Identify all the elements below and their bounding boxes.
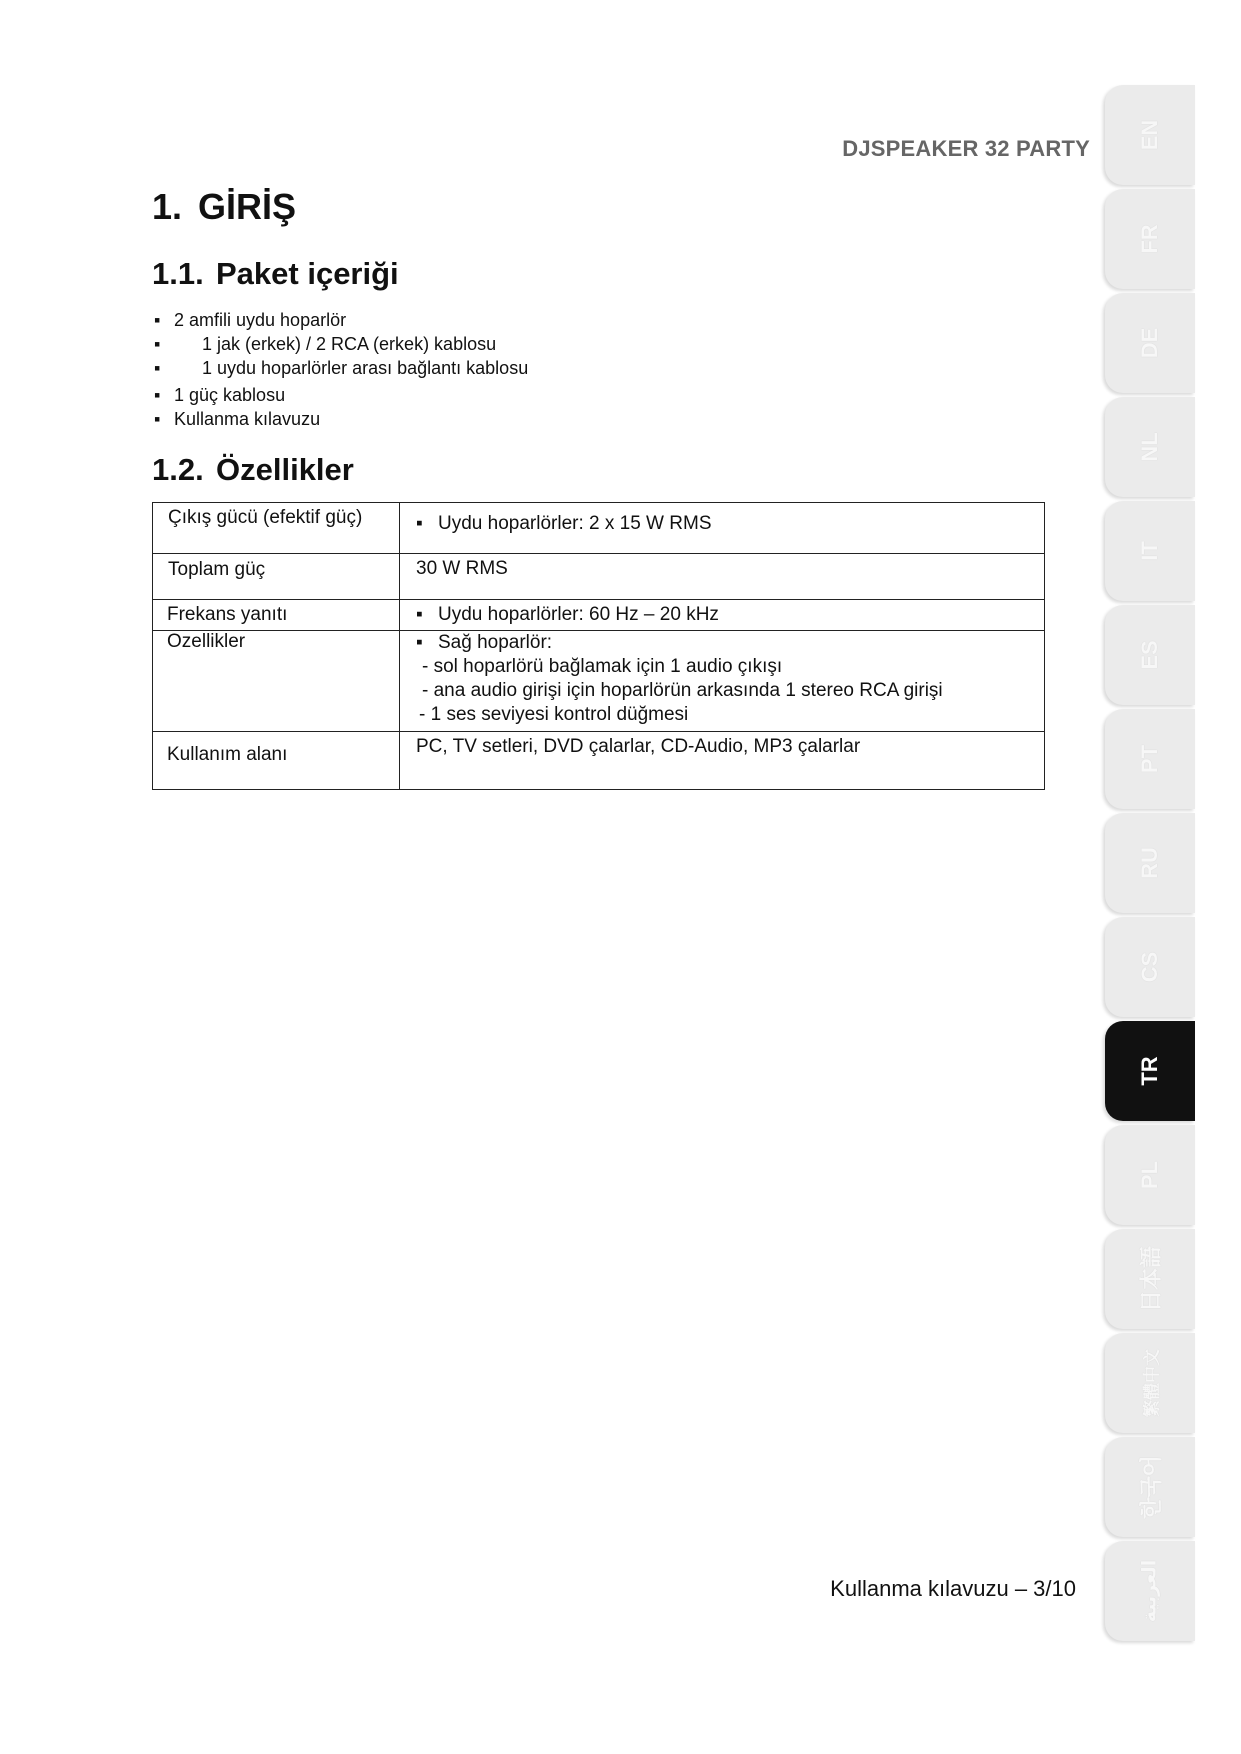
section-number: 1.2.	[152, 452, 204, 487]
table-row	[153, 631, 1045, 732]
spec-label: Kullanım alanı	[153, 732, 400, 790]
bullet-icon: ▪	[154, 385, 161, 405]
spec-value: ▪ Uydu hoparlörler: 60 Hz – 20 kHz	[400, 600, 1045, 631]
product-title: DJSPEAKER 32 PARTY	[842, 136, 1090, 161]
spec-value: PC, TV setleri, DVD çalarlar, CD-Audio, MP3 çalarlar	[400, 732, 1045, 790]
spec-label: Toplam güç	[153, 554, 400, 600]
tab-nl[interactable]: NL	[1105, 397, 1195, 497]
spec-label: Frekans yanıtı	[153, 600, 400, 631]
tab-pt[interactable]: PT	[1105, 709, 1195, 809]
list-item: ▪ 2 amfili uydu hoparlör	[154, 310, 347, 330]
section-title: Paket içeriği	[216, 256, 399, 291]
heading-introduction	[152, 186, 296, 228]
spec-value: ▪ Uydu hoparlörler: 2 x 15 W RMS	[400, 503, 1045, 554]
bullet-icon: ▪	[416, 632, 423, 653]
tab-de[interactable]: DE	[1105, 293, 1195, 393]
tab-pl[interactable]: PL	[1105, 1125, 1195, 1225]
tab-ko[interactable]: 한국어	[1105, 1437, 1195, 1537]
tab-es[interactable]: ES	[1105, 605, 1195, 705]
table-row	[153, 600, 1045, 631]
heading-package-contents	[152, 256, 399, 292]
list-item: ▪ 1 jak (erkek) / 2 RCA (erkek) kablosu	[154, 334, 497, 354]
tab-ja[interactable]: 日本語	[1105, 1229, 1195, 1329]
spec-sub-item: - sol hoparlörü bağlamak için 1 audio çıkışı	[422, 656, 783, 677]
spec-sub-item: - 1 ses seviyesi kontrol düğmesi	[419, 704, 689, 725]
tab-ru[interactable]: RU	[1105, 813, 1195, 913]
tab-it[interactable]: IT	[1105, 501, 1195, 601]
section-title: Özellikler	[216, 452, 354, 487]
spec-value: 30 W RMS	[400, 554, 1045, 600]
spec-label: Çıkış gücü (efektif güç)	[153, 503, 400, 554]
bullet-icon: ▪	[154, 334, 161, 354]
tab-en[interactable]: EN	[1105, 85, 1195, 185]
bullet-icon: ▪	[154, 409, 161, 429]
bullet-icon: ▪	[154, 358, 161, 378]
list-item: ▪ 1 güç kablosu	[154, 385, 286, 405]
spec-sub-item: - ana audio girişi için hoparlörün arkasında 1 stereo RCA girişi	[422, 680, 943, 701]
specifications-table	[152, 502, 1045, 790]
section-number: 1.1.	[152, 256, 204, 291]
bullet-icon: ▪	[416, 513, 423, 534]
tab-ar[interactable]: العربية	[1105, 1541, 1195, 1641]
table-row	[153, 554, 1045, 600]
bullet-icon: ▪	[416, 604, 423, 625]
package-contents-list	[154, 308, 528, 431]
tab-tr[interactable]: TR	[1105, 1021, 1195, 1121]
heading-title: GİRİŞ	[198, 186, 297, 227]
heading-number: 1.	[152, 186, 183, 227]
page-footer: Kullanma kılavuzu – 3/10	[830, 1576, 1076, 1601]
tab-cs[interactable]: CS	[1105, 917, 1195, 1017]
table-row	[153, 503, 1045, 554]
list-item: ▪ Kullanma kılavuzu	[154, 409, 321, 429]
heading-features	[152, 452, 354, 488]
spec-label: Ozellikler	[153, 631, 400, 732]
spec-value: ▪ Sağ hoparlör: - sol hoparlörü bağlamak için 1 audio çıkışı - ana audio girişi için hoparlörün arkasında 1 stereo RCA girişi - 1 ses seviyesi kontrol düğmesi	[400, 631, 1045, 732]
list-item: ▪ 1 uydu hoparlörler arası bağlantı kablosu	[154, 358, 529, 378]
tab-fr[interactable]: FR	[1105, 189, 1195, 289]
table-row	[153, 732, 1045, 790]
bullet-icon: ▪	[154, 310, 161, 330]
tab-zh[interactable]: 繁體中文	[1105, 1333, 1195, 1433]
